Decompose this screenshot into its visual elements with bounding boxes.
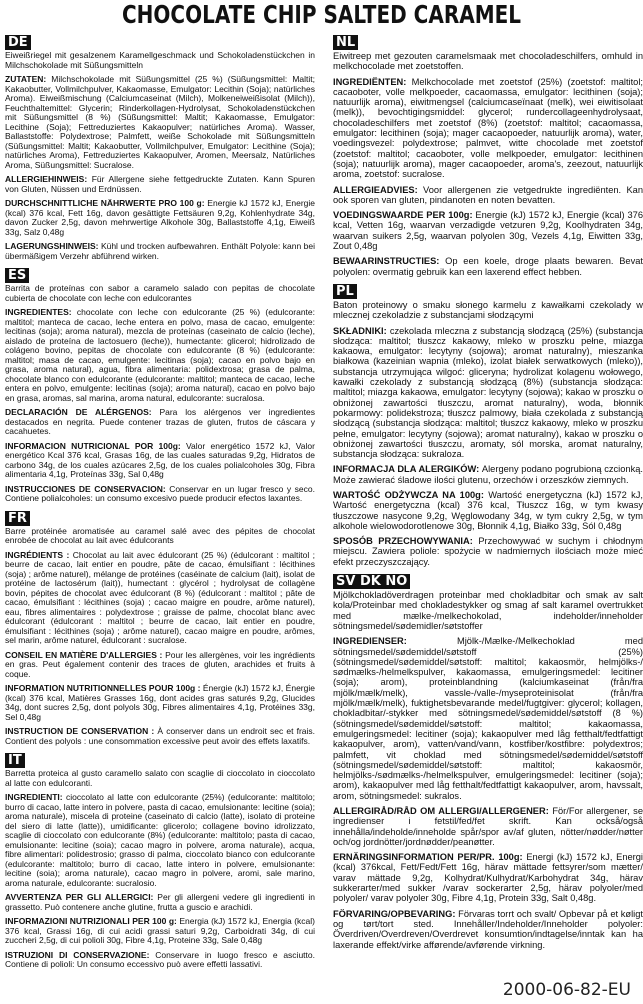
label-paragraph — [333, 852, 643, 903]
label-paragraph — [333, 256, 643, 277]
paragraph-heading: WARTOŚĆ ODŻYWCZA NA 100g: — [333, 489, 489, 500]
label-paragraph — [333, 210, 643, 251]
language-badge-fr: FR — [5, 511, 30, 526]
label-paragraph — [5, 199, 315, 237]
paragraph-text: Pour les allergènes, voir les ingrédients en gras. Peut également contenir des traces de gluten, arachides et fruits à coque. — [5, 649, 316, 679]
product-title: CHOCOLATE CHIP SALTED CARAMEL — [121, 0, 522, 29]
label-paragraph — [5, 242, 315, 261]
paragraph-heading: INGREDIENTES: — [5, 307, 77, 317]
label-paragraph — [333, 536, 643, 567]
label-paragraph — [333, 77, 643, 180]
paragraph-text: Mjölk-/Mælke-/Melkechoklad med sötningsmedel/sødemiddel/søtstoff (25%) (sötningsmedel/sødemiddel/søtstoff: maltitol; kakaosmör, helmjölks-/ sødmælks-/helmelkspulver, kakaomassa, emulgeringsmedel: lecitiner (soja); arom), proteinblandning (kalciumkaseinat (från/fra mjölk/mælk/melk), vassle-/valle-/myseproteinisolat (från/fra mjölk/mælk/melk), fuktighetsbevarande medel/fugtgiver: glycerol; kollagen, chokladbitar/-stykker med sötningsmedel/sødemiddel/søtstoff (8 %) (sötningsmedel/sødemiddel/søtstoff: maltitol; kakaomassa, emulgeringsmedel: lecitiner (soja); kakaopulver med låg fetthalt/fedtfattigt kakaopulver, arom), vatten/vand/vann, kostfiber/kostfibre: polydextros; palmfett, vit choklad med sötningsmedel/sødemiddel/søtstoff (sötningsmedel/sødemiddel/søtstoff: maltitol; kakaosmör, helmjölks-/sødmælks-/helmelkspulver, emulgeringsmedel: lecitiner (soja); arom), kakaopulver med låg fetthalt/fedtfattigt kakaopulver, arom, havssalt, arom, sötningsmedel: sukralos. — [333, 636, 643, 801]
label-paragraph — [5, 951, 315, 970]
label-paragraph — [333, 300, 643, 321]
paragraph-text: À conserver dans un endroit sec et frais. Contient des polyols : une consommation excessive peut avoir des effets laxatifs. — [5, 726, 315, 746]
paragraph-text: Barre protéinée aromatisée au caramel salé avec des pépites de chocolat enrobée de chocolat au lait avec édulcorants — [5, 525, 315, 545]
paragraph-heading: ALLERGIEHINWEIS: — [5, 174, 92, 184]
language-badge-es: ES — [5, 268, 29, 283]
paragraph-heading: INGREDIËNTEN: — [333, 76, 412, 87]
paragraph-heading: INGREDIENSER: — [333, 636, 457, 647]
paragraph-text: Conservare in luogo fresco e asciutto. Contiene di polioli: Un consumo eccessivo può avere effetti lassativi. — [5, 949, 315, 969]
paragraph-text: Kühl und trocken aufbewahren. Enthält Polyole: kann bei übermäßigem Verzehr abführend wirken. — [5, 241, 315, 261]
paragraph-text: Baton proteinowy o smaku słonego karmelu z kawałkami czekolady w mlecznej czekoladzie z substancjami słodzącymi — [333, 299, 643, 321]
label-paragraph — [5, 893, 315, 912]
label-paragraph — [333, 326, 643, 460]
label-paragraph — [333, 806, 643, 847]
paragraph-heading: CONSEIL EN MATIÈRE D'ALLERGIES : — [5, 649, 166, 660]
paragraph-heading: FÖRVARING/OPBEVARING: — [333, 908, 459, 919]
paragraph-heading: BEWAARINSTRUCTIES: — [333, 256, 446, 267]
paragraph-text: Milchschokolade mit Süßungsmittel (25 %) (Süßungsmittel: Maltit; Kakaobutter, Vollmilchpulver, Kakaomasse, Emulgator: Lecithin (Soja); natürliches Aroma). Eiweißmischung (Calciumcaseinat (Milch), Molkeneiweißisolat (Milch)), Feuchthaltemittel: Glycerin; Rinderkollagen-Hydrolysat, Schokoladenstückchen mit Süßungsmittel (8 %) (Süßungsmittel: Maltit; Kakaomasse, Emulgator: Lecithine (Soja); Fettreduziertes Kakaopulver; natürliches Aroma). Wasser, Ballaststoffe: Polydextrose; Palmfett, weiße Schokolade mit Süßungsmitteln (Süßungsmittel: Maltit; Kakaobutter, Vollmilchpulver, Emulgator: Lecithine (Soja); natürliches Aroma), Fettreduziertes Kakaopulver, Aromen, Meersalz, Natürliches Aroma, Süßungsmittel: Sucralose. — [5, 74, 316, 170]
language-badge-de: DE — [5, 35, 31, 50]
paragraph-heading: DURCHSCHNITTLICHE NÄHRWERTE PRO 100 g: — [5, 198, 208, 208]
language-badge-it: IT — [5, 753, 25, 768]
label-paragraph — [5, 727, 315, 746]
label-paragraph — [5, 485, 315, 504]
label-paragraph — [5, 769, 315, 788]
paragraph-text: Eiweißriegel mit gesalzenem Karamellgeschmack und Schokoladenstückchen in Milchschokolade mit Süßungsmitteln — [5, 50, 315, 70]
label-paragraph — [333, 590, 643, 631]
paragraph-heading: SKŁADNIKI: — [333, 325, 390, 336]
label-paragraph — [5, 917, 315, 946]
label-paragraph — [5, 284, 315, 303]
paragraph-text: Énergie (kJ) 1572 kJ, Énergie (kcal) 376 kcal, Matières Grasses 16g, dont acides gras saturés 9,2g, Glucides 34g, dont sucres 2,5g, dont polyols 30g, Fibres alimentaires 4,1g, Protéines 33g, Sel 0,48g — [5, 683, 315, 722]
label-paragraph — [5, 527, 315, 546]
paragraph-text: Förvaras torrt och svalt/ Opbevar på et køligt og tørt/tort sted. Innehåller/Indeholder/Inneholder polyoler: Överdriven/Overdreven/Overdrevet konsumtion/indtagelse/inntak kan ha laxerande effekt/virke afførende/avførende virkning. — [333, 908, 643, 950]
label-paragraph — [5, 75, 315, 170]
product-code: 2000-06-82-EU — [502, 980, 631, 1000]
label-paragraph — [333, 185, 643, 206]
paragraph-heading: INGRÉDIENTS : — [5, 549, 73, 560]
label-paragraph — [5, 684, 315, 722]
language-badge-sv-dk-no: SV DK NO — [333, 574, 410, 589]
paragraph-text: Energie kJ 1572 kJ, Energie (kcal) 376 kcal, Fett 16g, davon gesättigte Fettsäuren 9,2g, Kohlenhydrate 34g, davon Zucker 2,5g, davon mehrwertige Alkohole 30g, Ballaststoffe 4,1g, Eiweiß 33g, Salz 0,48g — [5, 198, 316, 237]
label-paragraph — [333, 636, 643, 801]
label-paragraph — [5, 308, 315, 403]
paragraph-heading: INSTRUCCIONES DE CONSERVACION: — [5, 483, 170, 494]
paragraph-text: Przechowywać w suchym i chłodnym miejscu. Zawiera poliole: spożycie w nadmiernych ilościach może mieć efekt przeczyszczający. — [333, 536, 643, 567]
paragraph-text: czekolada mleczna z substancją słodzącą (25%) (substancja słodząca: maltitol; tłuszcz kakaowy, mleko w proszku pełne, miazga kakaowa, emulgator: lecytyny (sojowa); aromat naturalny), mieszanka białkowa (kazeinian wapnia (mleko), izolat białek serwatkowych (mleko)), substancja utrzymująca wilgoć: gliceryna; hydrolizat kolagenu wołowego, kawałki czekolady z substancją słodzącą (8%) (substancja słodząca: maltitol; miazga kakaowa, emulgator: lecytyny (sojowa); kakao w proszku o obniżonej zawartości tłuszczu, aromat naturalny), woda, błonnik pokarmowy: polidekstroza; tłuszcz palmowy, biała czekolada z substancją słodzącą (substancja słodząca: maltitol; tłuszcz kakaowy, mleko w proszku pełne, emulgator: lecytyny (sojowa); aromat naturalny), kakao w proszku o obniżonej zawartości tłuszczu, aromaty, sól morska, aromat naturalny, substancja słodząca: sukraloza. — [333, 325, 643, 460]
label-paragraph — [333, 909, 643, 950]
paragraph-text: Barretta proteica al gusto caramello salato con scaglie di cioccolato in cioccolato al latte con edulcoranti. — [5, 768, 315, 788]
paragraph-text: Chocolat au lait avec édulcorant (25 %) (édulcorant : maltitol ; beurre de cacao, lait entier en poudre, pâte de cacao, émulsifiant : lécithines (soja) ; arôme naturel), mélange de protéines (caséinate de calcium (lait), isolat de protéine de lactosérum (lait)), humectant : glycérol ; hydrolysat de collagène bovin, pépites de chocolat avec édulcorant (8 %) (édulcorant : maltitol ; pâte de cacao, émulsifiant : lécithines (soja) ; cacao maigre en poudre, arôme naturel), eau, fibres alimentaires : polydextrose ; graisse de palme, chocolat blanc avec édulcorant (édulcorant : maltitol ; beurre de cacao, lait entier en poudre, émulsifiant : lécithines (soja) ; arôme naturel), cacao maigre en poudre, arômes, sel marin, arôme naturel, édulcorant : sucralose. — [5, 549, 315, 645]
label-paragraph — [5, 175, 315, 194]
paragraph-heading: ERNÄRINGSINFORMATION PER/PR. 100g: — [333, 852, 527, 863]
label-paragraph — [333, 464, 643, 485]
paragraph-heading: ZUTATEN: — [5, 74, 52, 84]
right-column — [333, 33, 643, 955]
paragraph-text: Eiwitreep met gezouten caramelsmaak met chocoladeschilfers, omhuld in melkchocolade met zoetstoffen. — [333, 51, 643, 72]
paragraph-text: Conservar en un lugar fresco y seco. Contiene polialcoholes: un consumo excesivo puede producir efectos laxantes. — [5, 483, 315, 503]
language-badge-pl: PL — [333, 284, 357, 299]
paragraph-text: Per gli allergeni vedere gli ingredienti in grassetto. Può contenere anche glutine, frutta a guscio e arachidi. — [5, 892, 315, 912]
paragraph-text: Melkchocolade met zoetstof (25%) (zoetstof: maltitol; cacaoboter, volle melkpoeder, cacaomassa, emulgator: lecithinen (soja); natuurlijk aroma), eiwitmengsel (calciumcaseïnaat (melk), wei eiwitisolaat (melk)), bevochtigingsmiddel: glycerol; rundercollageenhydrolysaat, chocoladeschilfers met zoetstof (8%) (zoetstof: maltitol; cacaomassa, emulgator: lecithinen (soja); mager cacaopoeder, natuurlijk aroma), water, voedingsvezel: polydextrose; palmvet, witte chocolade met zoetstof (zoetstof: maltitol; cacaoboter, volle melkpoeder, emulgator: lecithinen (soja); natuurlijk aroma), mager cacaopoeder, aroma's, zeezout, natuurlijk aroma, zoetstof: sucralose. — [333, 76, 643, 180]
paragraph-heading: INGREDIENTI: — [5, 792, 67, 802]
paragraph-text: Op een koele, droge plaats bewaren. Bevat polyolen: overmatig gebruik kan een laxerend effect hebben. — [333, 256, 643, 277]
label-paragraph — [5, 408, 315, 437]
paragraph-text: Energi (kJ) 1572 kJ, Energi (kcal) 376kcal, Fett/Fedt/Fett 16g, härav mättade fettsyrer/som mætter/ varav mättade 9,2g, Kolhydrat/Kulhydrat/Karbohydrat 34g, härav sukkerarter/med sukker /varav sockerarter 2,5g, härav polyoler/med polyoler/ varav polyoler 30g, Fibre 4,1g, Protein 33g, Salt 0,48g. — [333, 852, 643, 904]
label-paragraph — [333, 51, 643, 72]
paragraph-heading: AVVERTENZA PER GLI ALLERGICI: — [5, 892, 158, 902]
paragraph-heading: VOEDINGSWAARDE PER 100g: — [333, 210, 476, 221]
paragraph-text: Valor energético 1572 kJ, Valor energético Kcal 376 kcal, Grasas 16g, de las cuales saturadas 9,2g, Hidratos de carbono 34g, de los cuales azúcares 2,5g, de los cuales polialcoholes 30g, Fibra alimentaria 4,1g, Proteínas 33g, Sal 0,48g — [5, 440, 315, 479]
paragraph-heading: ALLERGIEADVIES: — [333, 184, 424, 195]
paragraph-text: Wartość energetyczna (kJ) 1572 kJ, Wartość energetyczna (kcal) 376 kcal, Tłuszcz 16g, w tym kwasy tłuszczowe nasycone 9,2g, Węglowodany 34g, w tym cukry 2,5g, w tym alkohole wielowodorotlenowe 30g, Błonnik 4,1g, Białko 33g, Sól 0,48g — [333, 489, 643, 531]
paragraph-heading: INFORMATION NUTRITIONNELLES POUR 100g : — [5, 683, 203, 693]
paragraph-text: Alergeny podano pogrubioną czcionką. Może zawierać śladowe ilości glutenu, orzechów i orzeszków ziemnych. — [333, 464, 643, 485]
paragraph-heading: LAGERUNGSHINWEIS: — [5, 241, 101, 251]
paragraph-text: Mjölkchokladöverdragen proteinbar med chokladbitar och smak av salt kola/Proteinbar med chokladestykker og smag af salt karamel overtrukket med mælke-/melkechokolad, indeholder/inneholder sötningsmedel/sødemidler/søtstoffer — [333, 590, 643, 631]
paragraph-heading: ISTRUZIONI DI CONSERVAZIONE: — [5, 949, 156, 960]
left-column — [5, 33, 315, 975]
label-paragraph — [5, 51, 315, 70]
label-paragraph — [5, 651, 315, 680]
paragraph-heading: ALLERGIRÅD/RÅD OM ALLERGI/ALLERGENER: — [333, 806, 553, 816]
label-paragraph — [5, 442, 315, 480]
paragraph-text: Voor allergenen zie vetgedrukte ingrediënten. Kan ook sporen van gluten, pindanoten en noten bevatten. — [333, 184, 643, 205]
paragraph-heading: INFORMAZIONI NUTRIZIONALI PER 100 g: — [5, 916, 180, 926]
paragraph-heading: INFORMACJA DLA ALERGIKÓW: — [333, 464, 482, 475]
paragraph-text: Energia (kJ) 1572 kJ, Energia (kcal) 376 kcal, Grassi 16g, di cui acidi grassi saturi 9,2g, Carboidrati 34g, di cui zuccheri 2,5g, di cui polioli 30g, Fibre 4,1g, Proteine 33g, Sale 0,48g — [5, 916, 315, 945]
paragraph-heading: SPOSÓB PRZECHOWYWANIA: — [333, 536, 479, 547]
paragraph-text: Para los alérgenos ver ingredientes destacados en negrita. Puede contener trazas de gluten, frutos de cáscara y cacahuetes. — [5, 407, 315, 436]
language-badge-nl: NL — [333, 35, 358, 50]
paragraph-text: cioccolato al latte con edulcorante (25%) (edulcorante: maltitolo; burro di cacao, latte intero in polvere, pasta di cacao, emulsionante: lecitine (soia); aroma naturale), miscela di proteine (caseinato di calcio (latte), isolato di proteine del siero di latte (latte)), umidificante: glicerolo; collagene bovino idrolizzato, scaglie di cioccolato con edulcorante (8%) (edulcorante: maltitolo; pasta di cacao, emulsionante: lecitine (soia); cacao magro in polvere, aroma naturale), acqua, fibre alimentari: polidestrosio; grasso di palma, cioccolato bianco con edulcorante (edulcorante: maltitolo; burro di cacao, latte intero in polvere, emulsionante: lecitine (soia); aroma naturale), cacao magro in polvere, aromi, sale marino, aroma naturale, edulcorante: sucralosio. — [5, 792, 315, 888]
label-paragraph — [333, 490, 643, 531]
paragraph-text: För/For allergener, se ingredienser i fetstil/fed/fet skrift. Kan också/også innehålla/indeholde/inneholde spår/spor av/af gluten, nötter/nødder/nøtter och/og jordnötter/jordnødder/peanøtter. — [333, 806, 643, 847]
paragraph-heading: INFORMACION NUTRICIONAL POR 100g: — [5, 440, 187, 451]
paragraph-text: Energie (kJ) 1572 kJ, Energie (kcal) 376 kcal, Vetten 16g, waarvan verzadigde vetzuren 9,2g, Koolhydraten 34g, waarvan suikers 2,5g, waarvan polyolen 30g, Vezels 4,1g, Eiwitten 33g, Zout 0,48g — [333, 210, 643, 252]
paragraph-text: chocolate con leche con edulcorante (25 %) (edulcorante: maltitol; manteca de cacao, leche entera en polvo, masa de cacao, emulgente: lecitinas (soja); aroma natural), mezcla de proteínas (caseinato de calcio (leche), aislado de proteína de lactosuero (leche)), humectante: glicerol; hidrolizado de colágeno bovino, pepitas de chocolate con edulcorante (8 %) (edulcorante: maltitol; masa de cacao, emulgente: lecitinas (soja); cacao en polvo bajo en grasa, aroma natural), agua, fibra alimentaria: polidextrosa; grasa de palma, chocolate blanco con edulcorante (edulcorante: maltitol; manteca de cacao, leche entera en polvo, emulgente: lecitinas (soja); aroma natural), cacao en polvo bajo en grasa, aromas, sal marina, aroma natural, edulcorante: sucralosa. — [5, 307, 316, 403]
paragraph-text: Barrita de proteínas con sabor a caramelo salado con pepitas de chocolate cubierta de chocolate con leche con edulcorantes — [5, 283, 315, 303]
label-paragraph — [5, 551, 315, 646]
paragraph-heading: DECLARACIÓN DE ALÉRGENOS: — [5, 407, 160, 417]
paragraph-text: Für Allergene siehe fettgedruckte Zutaten. Kann Spuren von Gluten, Nüssen und Erdnüssen. — [5, 174, 315, 194]
paragraph-heading: INSTRUCTION DE CONSERVATION : — [5, 726, 158, 736]
label-paragraph — [5, 793, 315, 888]
